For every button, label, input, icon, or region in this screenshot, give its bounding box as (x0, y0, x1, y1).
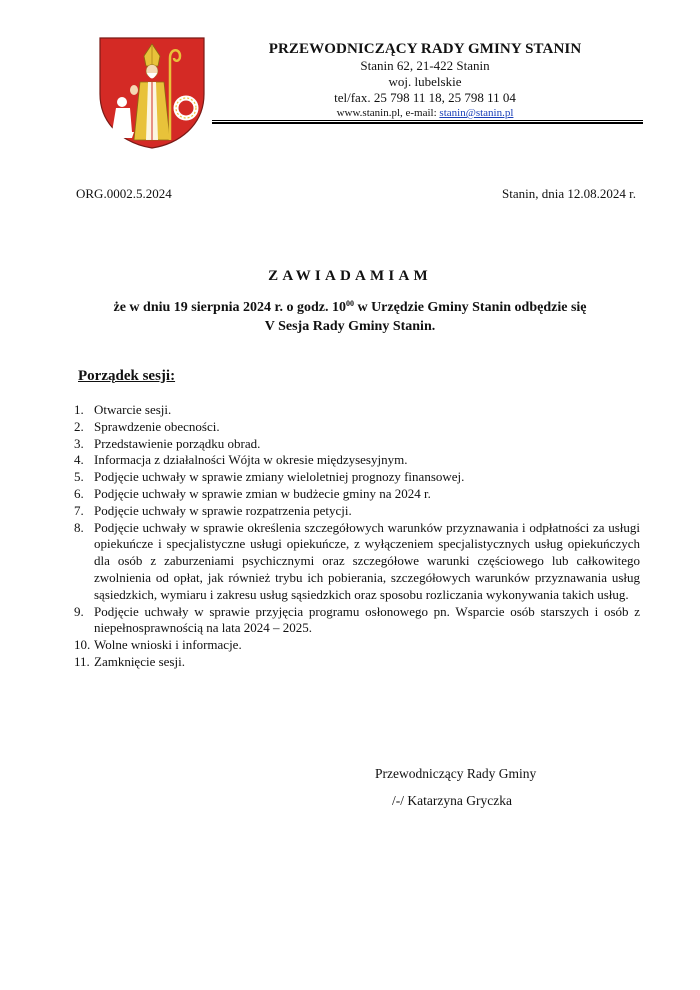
agenda-item (74, 469, 640, 486)
reference-number: ORG.0002.5.2024 (76, 186, 172, 201)
agenda-item-number: 9. (74, 603, 84, 619)
agenda-item (74, 436, 640, 453)
agenda-item (74, 654, 640, 671)
agenda-item (74, 520, 640, 604)
agenda-item (74, 604, 640, 638)
agenda-item (74, 637, 640, 654)
agenda-item-text: Podjęcie uchwały w sprawie rozpatrzenia petycji. (94, 502, 352, 518)
signature-name: /-/ Katarzyna Gryczka (392, 793, 512, 808)
agenda-item (74, 486, 640, 503)
agenda-item (74, 452, 640, 469)
document-heading: ZAWIADAMIAM (268, 268, 432, 284)
agenda-item-number: 5. (74, 469, 84, 485)
header-divider-thick (212, 122, 643, 124)
signature-role: Przewodniczący Rady Gminy (375, 766, 537, 781)
agenda-item-text: Otwarcie sesji. (94, 402, 172, 417)
header-divider-thin (212, 120, 643, 121)
coat-of-arms-icon (96, 36, 208, 150)
letterhead-web (210, 106, 640, 120)
letterhead-phone: tel/fax. 25 798 11 18, 25 798 11 04 (334, 90, 516, 105)
announcement-line-2: V Sesja Rady Gminy Stanin. (264, 319, 436, 334)
agenda-item-number: 4. (74, 452, 84, 468)
agenda-item-number: 8. (74, 519, 84, 535)
agenda-item-number: 1. (74, 402, 84, 417)
announcement-line-1 (60, 298, 640, 317)
agenda-list (74, 402, 640, 671)
time-minutes: 00 (345, 299, 354, 308)
agenda-item-number: 10. (74, 637, 91, 653)
agenda-item-number: 2. (74, 418, 84, 434)
email-link[interactable]: stanin@stanin.pl (439, 107, 514, 119)
agenda-item (74, 419, 640, 436)
agenda-item-text: Sprawdzenie obecności. (94, 418, 220, 434)
agenda-item-text: Podjęcie uchwały w sprawie zmian w budżecie gminy na 2024 r. (94, 485, 431, 501)
letterhead-title: PRZEWODNICZĄCY RADY GMINY STANIN (268, 41, 582, 57)
agenda-item-text: Zamknięcie sesji. (94, 653, 185, 669)
announcement-text-end: w Urzędzie Gminy Stanin odbędzie się (353, 300, 587, 315)
agenda-item-text: Wolne wnioski i informacje. (94, 637, 242, 653)
agenda-item (74, 402, 640, 419)
agenda-title: Porządek sesji: (78, 368, 176, 384)
agenda-item-text: Podjęcie uchwały w sprawie zmiany wieloletniej prognozy finansowej. (94, 469, 465, 485)
date-line: Stanin, dnia 12.08.2024 r. (502, 186, 636, 201)
agenda-item-number: 3. (74, 435, 84, 451)
session-announcement (60, 298, 640, 336)
agenda-item-text: Informacja z działalności Wójta w okresie międzysesyjnym. (94, 452, 408, 468)
letterhead (210, 40, 640, 120)
agenda-item-text: Przedstawienie porządku obrad. (94, 435, 261, 451)
agenda-item-number: 7. (74, 502, 84, 518)
agenda-item-text: Podjęcie uchwały w sprawie określenia szczegółowych warunków przyznawania i odpłatności za usługi opiekuńcze i specjalistyczne usługi opiekuńcze, z wyłączeniem specjalistycznych usług opiekuńczych dla osób z zaburzeniami psychicznymi oraz szczegółowe warunki częściowego lub całkowitego zwolnienia od opłat, jak również trybu ich pobierania, szczegółowych warunków przyznawania usług sąsiedzkich, wymiaru i zakresu usług sąsiedzkich oraz sposobu rozliczania wykonywania takich usług. (94, 519, 640, 602)
letterhead-address: Stanin 62, 21-422 Stanin (360, 58, 490, 73)
agenda-item-text: Podjęcie uchwały w sprawie przyjęcia programu osłonowego pn. Wsparcie osób starszych i osób z niepełnosprawnością na lata 2024 – 2025. (94, 603, 640, 636)
letterhead-voivodeship: woj. lubelskie (388, 74, 462, 89)
announcement-text-start: że w dniu 19 sierpnia 2024 r. o godz. 10 (113, 300, 346, 315)
agenda-item-number: 6. (74, 485, 84, 501)
agenda-item-number: 11. (74, 653, 90, 669)
agenda-item (74, 503, 640, 520)
website-text: www.stanin.pl, e-mail: (336, 107, 440, 119)
